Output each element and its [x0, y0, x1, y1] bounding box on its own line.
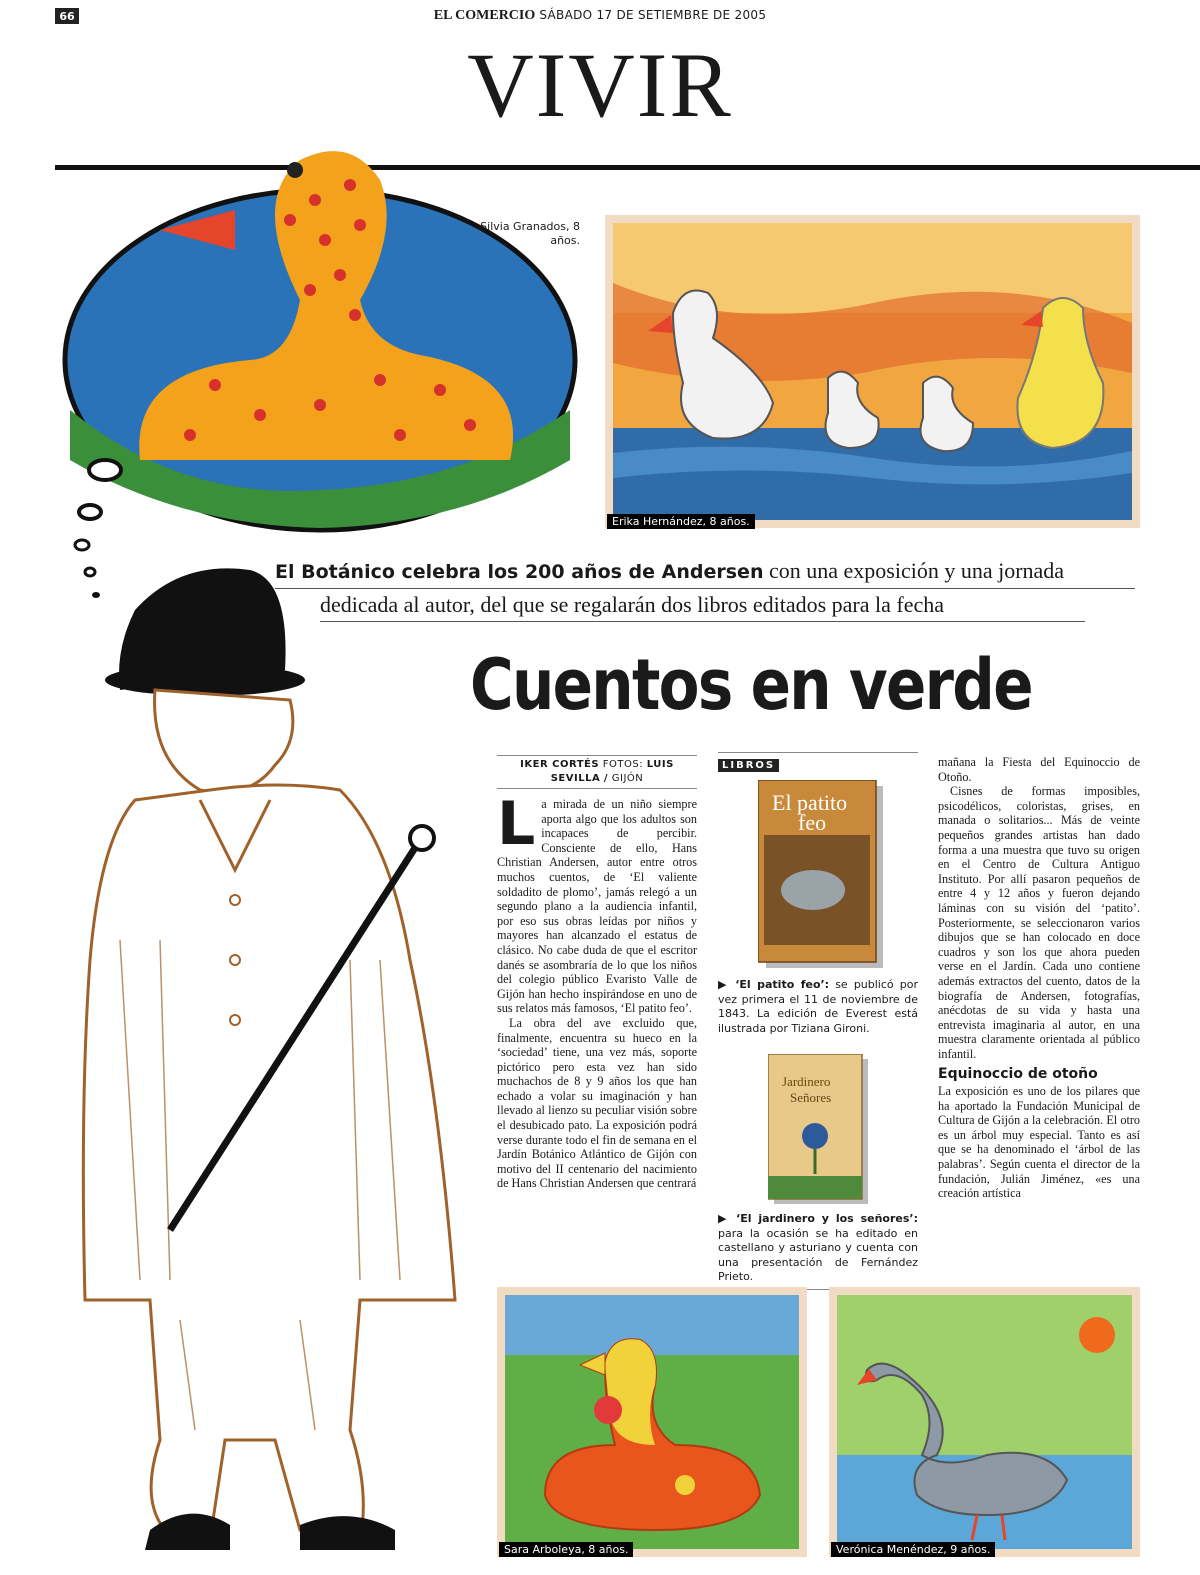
paragraph-5: La exposición es uno de los pilares que ha aportado la Fundación Municipal de Cultura de Gijón a la celebración. El otro es un árbol muy especial. Tanto es así que se ha denominado el ‘árbol de las palabras’. Según cuenta el director de la fundación, Julián Jiménez, «es una creación artística	[938, 1084, 1140, 1201]
veronica-painting	[837, 1295, 1132, 1549]
byline-separator: /	[603, 773, 609, 784]
book-cover-patito	[758, 780, 883, 970]
book-2-text: para la ocasión se ha editado en castellano y asturiano y cuenta con una presentación de Fernández Prieto.	[718, 1226, 918, 1283]
sara-painting	[505, 1295, 799, 1549]
paragraph-4: Cisnes de formas imposibles, psicodélicos, coloristas, grises, en manada o solitarios... Más de veinte pequeños grandes artistas han dado forma a una muestra que tuvo su origen en el Centro de Cultura Antiguo Instituto. Por allí pasaron pequeños de entre 4 y 12 años y fueron dejando láminas con su visión del ‘patito’. Posteriormente, se seleccionaron varios dibujos que se han colocado en doce cuadros y son los que ahora pueden verse en el Jardín. Cada uno contiene además extractos del cuento, datos de la biografía de Andersen, fotografías, anécdotas de su vida y hasta una entrevista imaginaria al autor, en una muestra claramente orientada al público infantil.	[938, 784, 1140, 1061]
caption-veronica: Verónica Menéndez, 9 años.	[831, 1542, 995, 1557]
publication-name: EL COMERCIO	[433, 8, 536, 23]
svg-text:El patito: El patito	[772, 790, 848, 815]
byline-photographer: LUIS SEVILLA	[550, 759, 674, 784]
deck-line-1	[275, 555, 1135, 589]
article-column-1	[497, 755, 697, 1191]
page-number: 66	[55, 8, 79, 24]
libros-sidebar	[718, 752, 918, 1290]
svg-text:Jardinero: Jardinero	[782, 1074, 831, 1089]
subhead-equinoccio: Equinoccio de otoño	[938, 1066, 1098, 1083]
headline: Cuentos en verde	[470, 644, 1032, 726]
masthead-line	[0, 8, 1200, 24]
book-2-title: ‘El jardinero y los señores’:	[736, 1212, 918, 1225]
paragraph-1	[497, 789, 697, 1016]
article-deck	[275, 555, 1135, 622]
book-2-caption: ▶ ‘El jardinero y los señores’: para la ocasión se ha editado en castellano y asturiano y cuenta con una presentación de Fernández Prieto.	[718, 1212, 918, 1283]
andersen-illustration	[60, 540, 480, 1560]
paragraph-2: La obra del ave excluido que, finalmente, encuentra su hueco en la ‘sociedad’ tiene, una vez más, soporte pictórico pero esta vez han sido muchachos de 8 y 9 años los que han echado a volar su imaginación y han llevado al lienzo su peculiar visión sobre el desubicado pato. La exposición podrá verse durante todo el fin de semana en el Jardín Botánico Atlántico de Gijón con motivo del II centenario del nacimiento de Hans Christian Andersen que centrará	[497, 1015, 697, 1191]
book-1-title: ‘El patito feo’:	[735, 978, 830, 991]
byline	[497, 755, 697, 789]
deck-line-2: dedicada al autor, del que se regalarán dos libros editados para la fecha	[320, 589, 1085, 622]
article-column-3	[938, 755, 1140, 1201]
libros-tag: LIBROS	[718, 759, 779, 772]
sara-painting-frame	[497, 1287, 807, 1557]
paragraph-1-text: a mirada de un niño siempre aporta algo que los adultos son incapaces de percibir. Consciente de ello, Hans Christian Andersen, autor entre otros muchos cuentos, de ‘El valiente soldadito de plomo’, jamás relegó a un segundo plano a la audiencia infantil, por eso sus obras leídas por niños y mayores han alcanzado el estatus de clásico. No cabe duda de que el escritor danés se asombraría de lo que los niños del colegio público Evaristo Valle de Gijón han hecho inspirándose en uno de sus relatos más famosos, ‘El patito feo’.	[497, 797, 697, 1016]
deck-rest: con una exposición y una jornada	[763, 558, 1065, 583]
svg-text:Señores: Señores	[790, 1090, 832, 1105]
caption-erika: Erika Hernández, 8 años.	[607, 514, 755, 529]
book-1-text: se publicó por vez primera el 11 de noviembre de 1843. La edición de Everest está ilustrada por Tiziana Gironi.	[718, 978, 918, 1035]
section-title: VIVIR	[467, 34, 733, 136]
veronica-painting-frame	[829, 1287, 1140, 1557]
byline-author: IKER CORTÉS	[520, 759, 600, 770]
svg-text:feo: feo	[798, 810, 827, 835]
publication-date: SÁBADO 17 DE SETIEMBRE DE 2005	[539, 8, 767, 22]
caption-silvia: Silvia Granados, 8 años.	[480, 220, 580, 247]
caption-sara: Sara Arboleya, 8 años.	[499, 1542, 633, 1557]
deck-lead: El Botánico celebra los 200 años de Andersen	[275, 561, 764, 583]
erika-painting-frame	[605, 215, 1140, 528]
paragraph-3: mañana la Fiesta del Equinoccio de Otoño.	[938, 755, 1140, 784]
book-cover-jardinero	[768, 1054, 868, 1204]
byline-photos-label: FOTOS:	[602, 759, 644, 770]
drop-cap: L	[497, 789, 536, 859]
erika-painting	[613, 223, 1132, 520]
byline-location: GIJÓN	[611, 773, 644, 784]
book-1-caption: ▶ ‘El patito feo’: se publicó por vez primera el 11 de noviembre de 1843. La edición de Everest está ilustrada por Tiziana Gironi.	[718, 978, 918, 1035]
